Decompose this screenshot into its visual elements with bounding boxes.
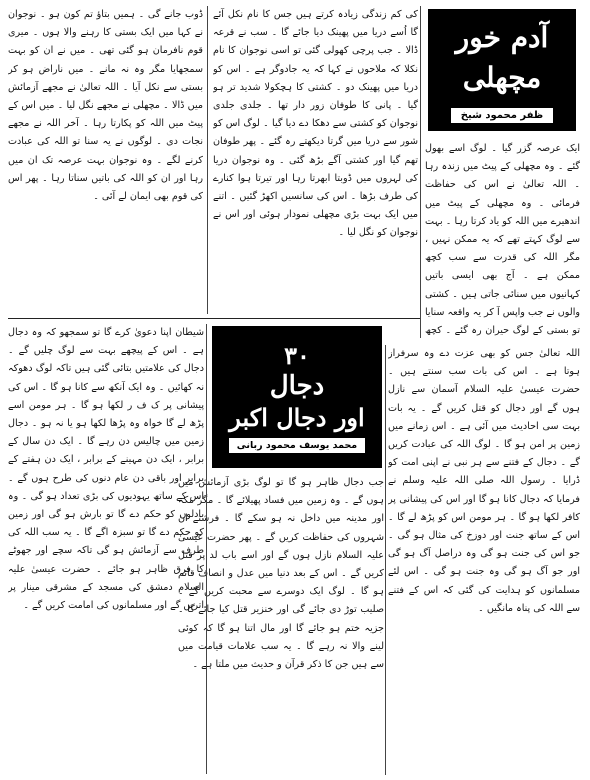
article-2-column-1 xyxy=(388,345,580,775)
article-2-column-3 xyxy=(8,324,204,774)
article-1-column-3-text: ڈوب جانے گی ۔ ہمیں بتاؤ تم کون ہو ۔ نوجوان نے کہا میں ایک بستی کا رہنے والا ہوں ۔ میری قوم نافرمان ہو گئی تھی ۔ میں نے ان کو بہت سمجھایا مگر وہ نہ مانے ۔ میں ناراض ہو کر بستی سے نکل آیا ۔ اللہ تعالیٰ نے مجھے آزمائش میں ڈالا ۔ مچھلی نے مجھے نگل لیا ۔ میں اس کے پیٹ میں اللہ کو پکارتا رہا ۔ آخر اللہ نے مجھے نجات دی ۔ لوگوں نے یہ سنا تو اللہ کی عبادت کرنے لگے ۔ وہ نوجوان بہت عرصہ تک ان میں رہا اور ان کو اللہ کی باتیں سناتا رہا ۔ پھر اس کی قوم بھی ایمان لے آئی ۔ xyxy=(8,9,203,203)
article-2-title-number: ٣٠ xyxy=(284,340,310,370)
article-2-author: محمد یوسف محمود ربانی xyxy=(229,438,365,453)
article-1-title: آدم خور مچھلی xyxy=(455,20,549,94)
article-2-column-1-text: اللہ تعالیٰ جس کو بھی عزت دے وہ سرفراز ہوتا ہے ۔ اس کی بات سب سنتے ہیں ۔ حضرت عیسیٰ علیہ السلام آسمان سے نازل ہوں گے اور دجال کو قتل کریں گے ۔ یہ بات بہت سی احادیث میں آئی ہے ۔ اس زمانے میں زمین پر امن ہو گا ۔ لوگ اللہ کی عبادت کریں گے ۔ دجال کے فتنے سے ہر نبی نے اپنی امت کو ڈرایا ۔ رسول اللہ صلی اللہ علیہ وسلم نے فرمایا کہ دجال کانا ہو گا اور اس کی پیشانی پر کافر لکھا ہو گا ۔ ہر مومن اس کو پڑھ لے گا ۔ اس کے ساتھ جنت اور دوزخ کی مثال ہو گی ۔ جو اس کی جنت ہو گی وہ دراصل آگ ہو گی اور جو آگ ہو گی وہ جنت ہو گی ۔ اس لئے مسلمانوں کو ہدایت کی گئی کہ اس کے فتنے سے اللہ کی پناہ مانگیں ۔ xyxy=(388,348,580,614)
article-1-column-2-text: کی کم زندگی زیادہ کرتے ہیں جس کا نام نکل آئے گا اُسے دریا میں پھینک دیا جائے گا ۔ سب نے قرعہ ڈالا ۔ جب پرچی کھولی گئی تو اسی نوجوان کا نام نکلا کہ ملاحوں نے کہا کہ یہ جادوگر ہے ۔ اس کو دریا میں پھینک دو ۔ کشتی کا ہچکولا شدید تر ہو گیا ۔ پانی کا طوفان زور دار تھا ۔ جلدی جلدی نوجوان کو کشتی سے دھکا دے دیا گیا ۔ لوگ اس کو شور سے دریا میں گرتا دیکھتے رہ گئے ۔ پھر طوفان تھم گیا اور کشتی آگے بڑھ گئی ۔ وہ نوجوان دریا کی لہروں میں ڈوبتا ابھرتا رہا اور تیرتا ہوا کنارے کی طرف بڑھا ۔ اس کی سانسیں اکھڑ گئیں ۔ اتنے میں ایک بہت بڑی مچھلی نمودار ہوئی اور اس نے نوجوان کو نگل لیا ۔ xyxy=(213,9,418,239)
article-1-author: ظفر محمود شیخ xyxy=(451,108,553,123)
article-2-column-2-text: جب دجال ظاہر ہو گا تو لوگ بڑی آزمائش میں ہوں گے ۔ وہ زمین میں فساد پھیلائے گا ۔ مگر مکہ اور مدینہ میں داخل نہ ہو سکے گا ۔ فرشتے ان شہروں کی حفاظت کریں گے ۔ پھر حضرت عیسیٰ علیہ السلام نازل ہوں گے اور اسے باب لد پر قتل کریں گے ۔ اس کے بعد دنیا میں عدل و انصاف قائم ہو گا ۔ لوگ ایک دوسرے سے محبت کریں گے ۔ صلیب توڑ دی جائے گی اور خنزیر قتل کیا جائے گا ۔ جزیہ ختم ہو جائے گا اور مال اتنا ہو گا کہ کوئی لینے والا نہ رہے گا ۔ یہ سب علامات قیامت میں سے ہیں جن کا ذکر قرآن و حدیث میں ملتا ہے ۔ xyxy=(178,477,384,671)
column-divider xyxy=(206,324,207,774)
article-2-title-banner xyxy=(210,324,384,470)
article-1-column-3 xyxy=(8,6,203,314)
article-1-column-2 xyxy=(213,6,418,314)
article-2-column-3-text: شیطان اپنا دعویٰ کرے گا تو سمجھو کہ وہ دجال ہے ۔ اس کے پیچھے بہت سے لوگ چلیں گے ۔ دجال کی علامتیں بتائی گئی ہیں تاکہ لوگ دھوکہ نہ کھائیں ۔ وہ ایک آنکھ سے کانا ہو گا ۔ اس کی پیشانی پر ک ف ر لکھا ہو گا ۔ ہر مومن اسے پڑھ لے گا خواہ وہ پڑھا لکھا ہو یا نہ ہو ۔ دجال زمین میں چالیس دن رہے گا ۔ ایک دن سال کے برابر ، ایک دن مہینے کے برابر ، ایک دن ہفتے کے برابر اور باقی دن عام دنوں کی طرح ہوں گے ۔ اس کے ساتھ یہودیوں کی بڑی تعداد ہو گی ۔ وہ بادلوں کو حکم دے گا تو بارش ہو گی اور زمین کو حکم دے گا تو سبزہ اگے گا ۔ یہ سب اللہ کی طرف سے آزمائش ہو گی تاکہ سچے اور جھوٹے کا فرق ظاہر ہو جائے ۔ حضرت عیسیٰ علیہ السلام دمشق کی مسجد کے مشرقی مینار پر اتریں گے اور مسلمانوں کی امامت کریں گے ۔ xyxy=(8,327,204,612)
article-1-column-1-text: ایک عرصہ گزر گیا ۔ لوگ اسے بھول گئے ۔ وہ مچھلی کے پیٹ میں زندہ رہا ۔ اللہ تعالیٰ نے اس کی حفاظت فرمائی ۔ وہ مچھلی کے پیٹ میں اندھیرے میں اللہ کو یاد کرتا رہا ۔ بہت سے لوگ کہتے تھے کہ یہ ممکن نہیں ، مگر اللہ کی قدرت سے سب کچھ ممکن ہے ۔ آج بھی ایسی باتیں کہانیوں میں سنائی جاتی ہیں ۔ کشتی والوں نے جب واپس آ کر یہ واقعہ سنایا تو بستی کے لوگ حیران رہ گئے ۔ کچھ xyxy=(425,143,580,337)
article-2-column-2 xyxy=(178,474,384,774)
article-1-column-1 xyxy=(425,140,580,340)
column-divider xyxy=(207,6,208,314)
column-divider xyxy=(420,6,421,338)
column-divider xyxy=(385,345,386,775)
article-separator-rule xyxy=(8,318,420,319)
article-2-title-line-1: دجال xyxy=(269,370,325,401)
article-1-title-banner xyxy=(426,7,578,133)
article-2-title-line-2: اور دجال اکبر xyxy=(229,402,365,432)
